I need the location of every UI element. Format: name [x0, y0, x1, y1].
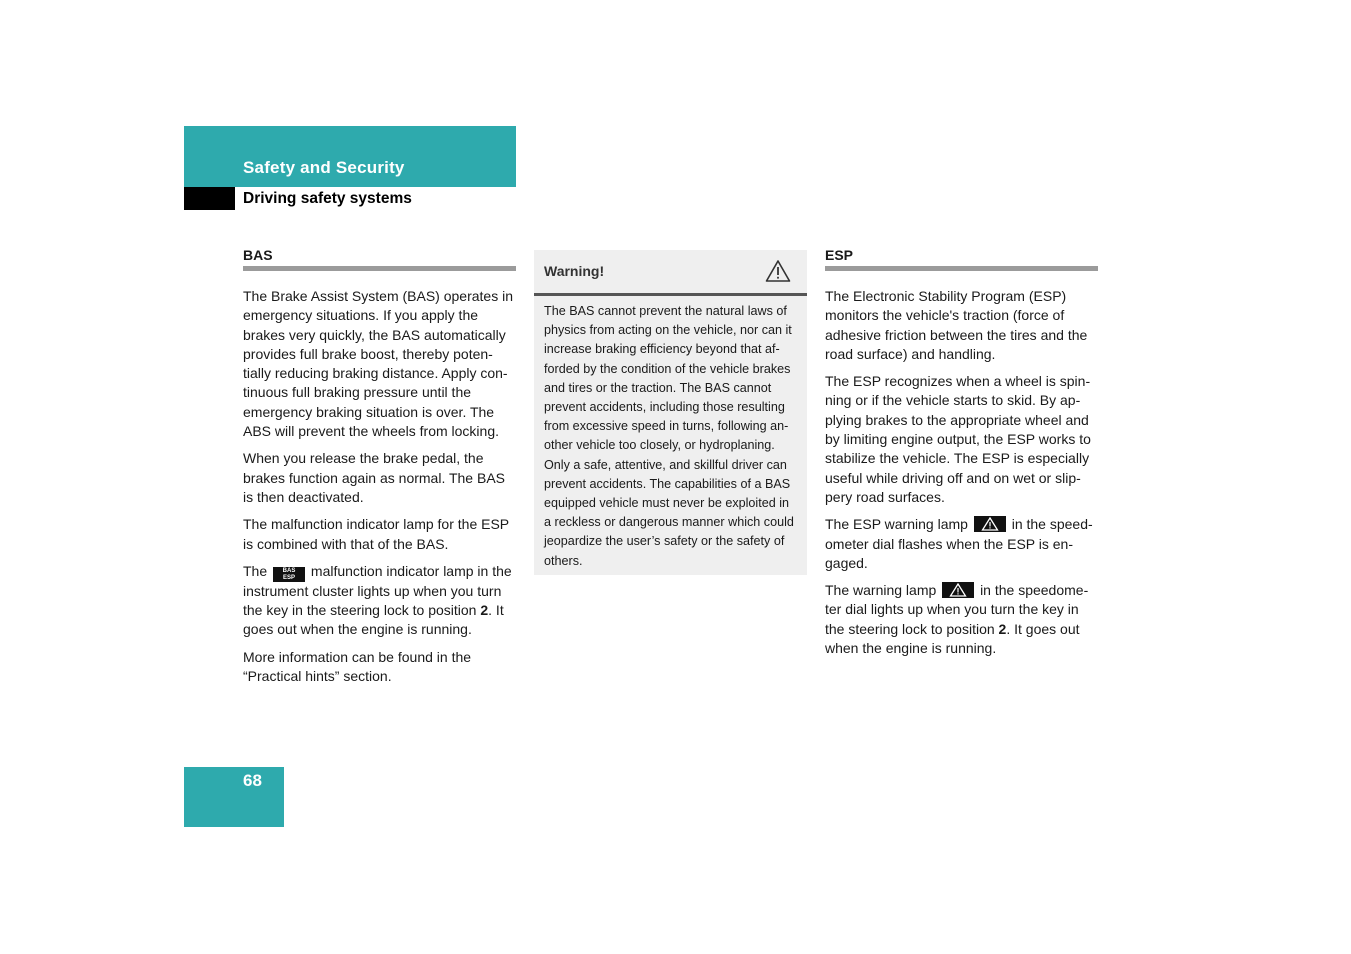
warning-lamp-icon [942, 582, 974, 598]
page-number: 68 [243, 771, 262, 790]
esp-warning-lamp-icon [974, 516, 1006, 532]
section-title: Safety and Security [243, 158, 405, 177]
esp-column [825, 246, 1098, 666]
esp-paragraph-4 [825, 581, 1098, 658]
section-tab-marker [184, 187, 235, 210]
esp-p4-post: . It goes out when the engine is running. [825, 620, 1080, 657]
bas-paragraph-1: The Brake Assist System (BAS) operates in emergency situations. If you apply the brakes very quickly, the BAS automatically provides full brake boost, thereby poten-tially reducing braking distance. Apply con-tinuous full braking pressure until the emergency braking situation is over. The ABS will prevent the wheels from locking. [243, 288, 513, 440]
page-number-box [184, 767, 284, 827]
warning-text: The BAS cannot prevent the natural laws of physics from acting on the vehicle, nor can it increase braking efficiency beyond that af-forded by the condition of the vehicle brakes and tires or the traction. The BAS cannot prevent accidents, including those resulting from excessive speed in turns, following an-other vehicle too closely, or hydroplaning. Only a safe, attentive, and skillful driver can prevent accidents. The capabilities of a BAS equipped vehicle must never be exploited in a reckless or dangerous manner which could jeopardize the user’s safety or the safety of others. [544, 304, 794, 568]
bas-heading: BAS [243, 246, 516, 271]
bas-p4-mid: malfunction indicator lamp in the instrument cluster lights up when you turn the key in the steering lock to position [243, 562, 512, 619]
bas-esp-indicator-icon: BAS ESP [273, 567, 305, 582]
bas-column [243, 246, 516, 694]
warning-header [534, 250, 807, 296]
bas-paragraph-3: The malfunction indicator lamp for the ESP is combined with that of the BAS. [243, 516, 509, 552]
warning-box [534, 250, 807, 575]
warning-triangle-icon [765, 259, 791, 288]
subsection-title: Driving safety systems [243, 190, 412, 207]
esp-paragraph-3 [825, 515, 1098, 573]
esp-paragraph-1: The Electronic Stability Program (ESP) monitors the vehicle's traction (force of adhesive friction between the tires and the road surface) and handling. [825, 288, 1088, 362]
esp-heading: ESP [825, 246, 1098, 271]
esp-p4-mid: in the speedome-ter dial lights up when you turn the key in the steering lock to position [825, 582, 1089, 637]
warning-title: Warning! [544, 263, 605, 279]
esp-p4-position: 2 [998, 620, 1007, 637]
esp-paragraph-2: The ESP recognizes when a wheel is spin-ning or if the vehicle starts to skid. By ap-plying brakes to the appropriate wheel and by limiting engine output, the ESP works to stabilize the vehicle. The ESP is especially useful while driving off and on wet or slip-pery road surfaces. [825, 373, 1091, 505]
esp-p3-pre: The ESP warning lamp [825, 516, 968, 533]
bas-paragraph-2: When you release the brake pedal, the brakes function again as normal. The BAS is then deactivated. [243, 450, 506, 505]
bas-p4-pre: The [243, 562, 268, 579]
bas-paragraph-4 [243, 562, 516, 640]
esp-p4-pre: The warning lamp [825, 582, 937, 599]
esp-p3-post: in the speed-ometer dial flashes when the ESP is en-gaged. [825, 516, 1093, 571]
bas-paragraph-5: More information can be found in the “Practical hints” section. [243, 648, 472, 685]
bas-p4-post: . It goes out when the engine is running. [243, 602, 504, 638]
bas-p4-position: 2 [480, 602, 489, 619]
